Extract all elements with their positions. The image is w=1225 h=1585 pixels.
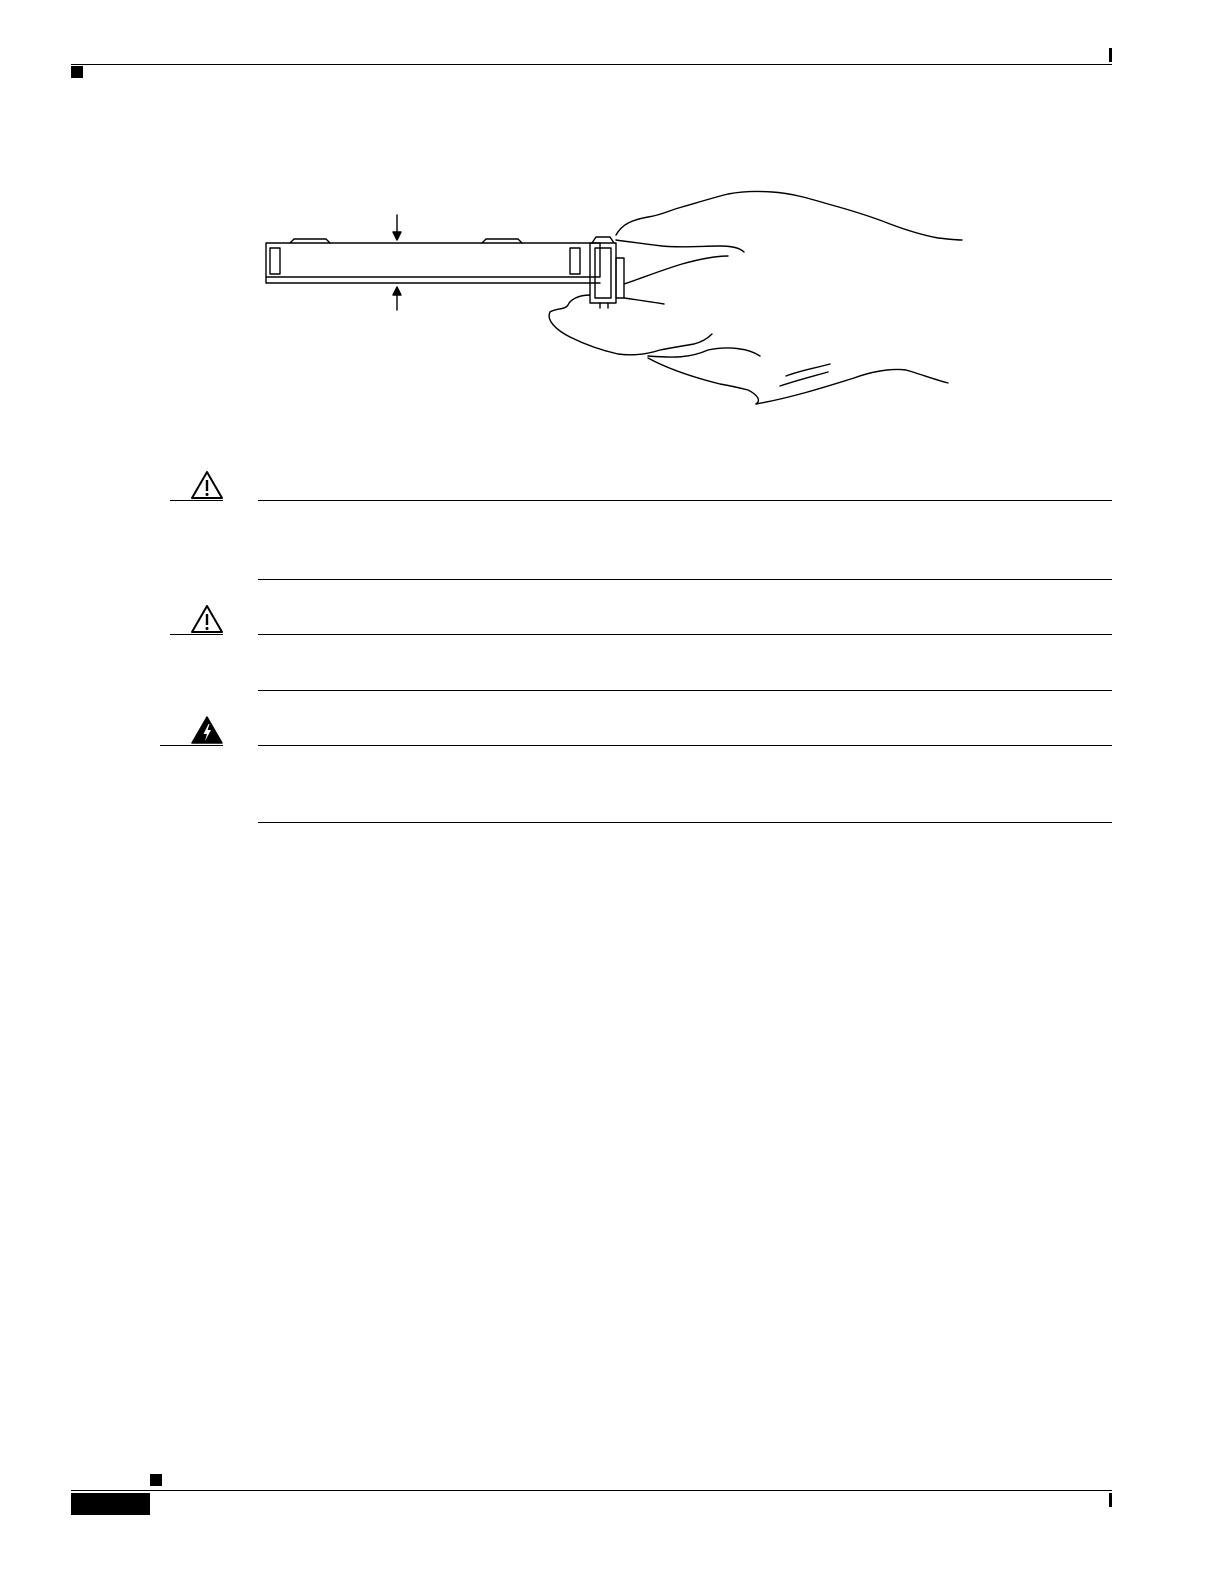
header-square-marker bbox=[71, 66, 83, 78]
caution-2-top-rule bbox=[258, 634, 1112, 635]
caution-2-bottom-rule bbox=[258, 690, 1112, 691]
warning-icon-rule bbox=[160, 745, 223, 746]
card-left-ejector bbox=[270, 248, 280, 274]
line-card-illustration bbox=[250, 180, 970, 420]
footer-rule bbox=[71, 1490, 1112, 1491]
footer-square-marker bbox=[150, 1474, 162, 1486]
caution-triangle-icon bbox=[190, 470, 224, 500]
caution-1-top-rule bbox=[258, 500, 1112, 501]
caution-2-icon-rule bbox=[170, 634, 223, 635]
footer-page-block bbox=[71, 1493, 150, 1515]
caution-1-bottom-rule bbox=[258, 579, 1112, 580]
header-tick bbox=[1109, 48, 1112, 62]
warning-lightning-icon bbox=[190, 715, 224, 745]
hand-thumb bbox=[549, 295, 712, 355]
card-body bbox=[266, 243, 600, 277]
footer-tick bbox=[1109, 1493, 1112, 1507]
card-right-ejector bbox=[570, 248, 580, 274]
hand-outline bbox=[616, 191, 962, 240]
caution-1-icon-rule bbox=[170, 500, 223, 501]
card-latch bbox=[592, 237, 614, 243]
warning-bottom-rule bbox=[258, 822, 1112, 823]
header-rule bbox=[71, 64, 1112, 65]
caution-triangle-icon bbox=[190, 604, 224, 634]
card-faceplate bbox=[590, 243, 616, 303]
warning-top-rule bbox=[258, 745, 1112, 746]
